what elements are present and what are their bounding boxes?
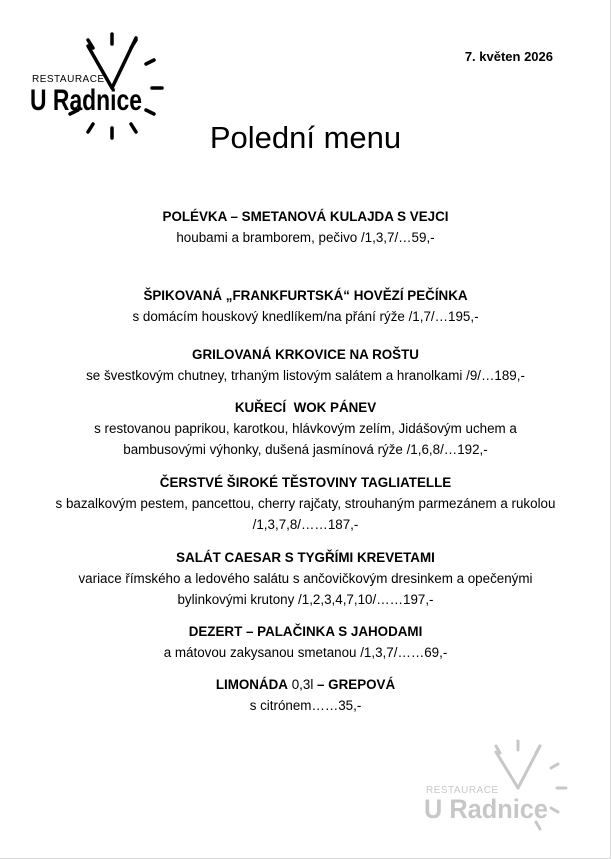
restaurant-logo-watermark <box>420 738 580 833</box>
menu-item <box>0 285 611 327</box>
menu-item-name: DEZERT – PALAČINKA S JAHODAMI <box>188 624 423 639</box>
menu-item-name: SALÁT CAESAR S TYGŘÍMI KREVETAMI <box>176 550 435 565</box>
logo-small-text: RESTAURACE <box>32 74 105 85</box>
logo-big-text: U Radnice <box>30 84 142 117</box>
menu-item-name-part: LIMONÁDA <box>215 677 288 692</box>
menu-item <box>0 344 611 386</box>
menu-item-desc: s citrónem……35,- <box>249 698 362 713</box>
watermark-big-text: U Radnice <box>424 794 548 824</box>
menu-item-desc: houbami a bramborem, pečivo /1,3,7/…59,- <box>176 230 435 245</box>
watermark-small-text: RESTAURACE <box>426 785 499 796</box>
menu-list <box>0 206 611 716</box>
menu-item-name: POLÉVKA – SMETANOVÁ KULAJDA S VEJCI <box>162 209 449 224</box>
menu-item <box>0 621 611 663</box>
menu-item-name-part: – GREPOVÁ <box>317 677 396 692</box>
clock-logo-watermark-icon <box>420 738 580 833</box>
menu-item-volume: 0,3l <box>287 677 318 692</box>
menu-item-desc: se švestkovým chutney, trhaným listovým salátem a hranolkami /9/…189,- <box>86 368 525 383</box>
menu-item <box>0 397 611 460</box>
menu-item-desc: s restovanou paprikou, karotkou, hlávkovým zelím, Jidášovým uchem a bambusovými výhonky, dušená jasmínová rýže /1,6,8/…192,- <box>94 421 517 457</box>
menu-item-name: GRILOVANÁ KRKOVICE NA ROŠTU <box>192 347 419 362</box>
menu-item <box>0 472 611 535</box>
menu-item-name <box>0 674 611 695</box>
menu-item-desc: variace římského a ledového salátu s ančovičkovým dresinkem a opečenými bylinkovými krutony /1,2,3,4,7,10/……197,- <box>78 571 533 607</box>
menu-item-name: ŠPIKOVANÁ „FRANKFURTSKÁ“ HOVĚZÍ PEČÍNKA <box>143 288 468 303</box>
menu-item <box>0 206 611 248</box>
menu-item-name: KUŘECÍ WOK PÁNEV <box>234 400 377 415</box>
menu-item-desc: a mátovou zakysanou smetanou /1,3,7/……69,- <box>163 645 448 660</box>
menu-item <box>0 547 611 610</box>
menu-item-name: ČERSTVÉ ŠIROKÉ TĚSTOVINY TAGLIATELLE <box>159 475 452 490</box>
menu-item-desc: s bazalkovým pestem, pancettou, cherry rajčaty, strouhaným parmezánem a rukolou /1,3,7,8/……187,- <box>55 496 556 532</box>
menu-item <box>0 674 611 716</box>
menu-item-desc: s domácím houskový knedlíkem/na přání rýže /1,7/…195,- <box>132 309 479 324</box>
page-title: Polední menu <box>209 120 402 155</box>
menu-date: 7. květen 2026 <box>464 49 553 64</box>
